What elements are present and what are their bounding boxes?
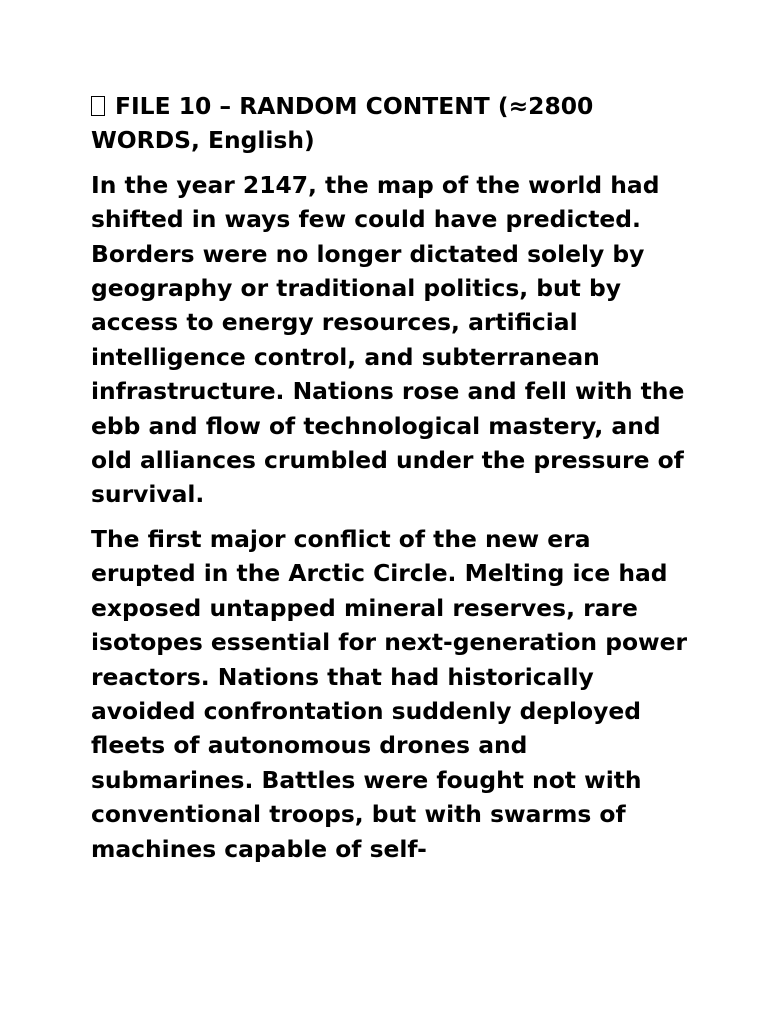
paragraph-1: In the year 2147, the map of the world had shifted in ways few could have predicted. Borders were no longer dictated solely by geography or traditional politics, but by access to energy resources, artificial intelligence control, and subterranean infrastructure. Nations rose and fell with the ebb and flow of technological mastery, and old alliances crumbled under the pressure of survival. <box>91 170 685 509</box>
document-page <box>91 89 691 876</box>
heading-text: FILE 10 – RANDOM CONTENT (≈2800 WORDS, English) <box>91 92 594 155</box>
missing-glyph-box-icon <box>91 96 105 116</box>
paragraph-2: The first major conflict of the new era erupted in the Arctic Circle. Melting ice had exposed untapped mineral reserves, rare isotopes essential for next-generation power reactors. Nations that had historically avoided confrontation suddenly deployed fleets of autonomous drones and submarines. Battles were fought not with conventional troops, but with swarms of machines capable of self- <box>91 524 688 863</box>
document-heading <box>91 89 691 158</box>
